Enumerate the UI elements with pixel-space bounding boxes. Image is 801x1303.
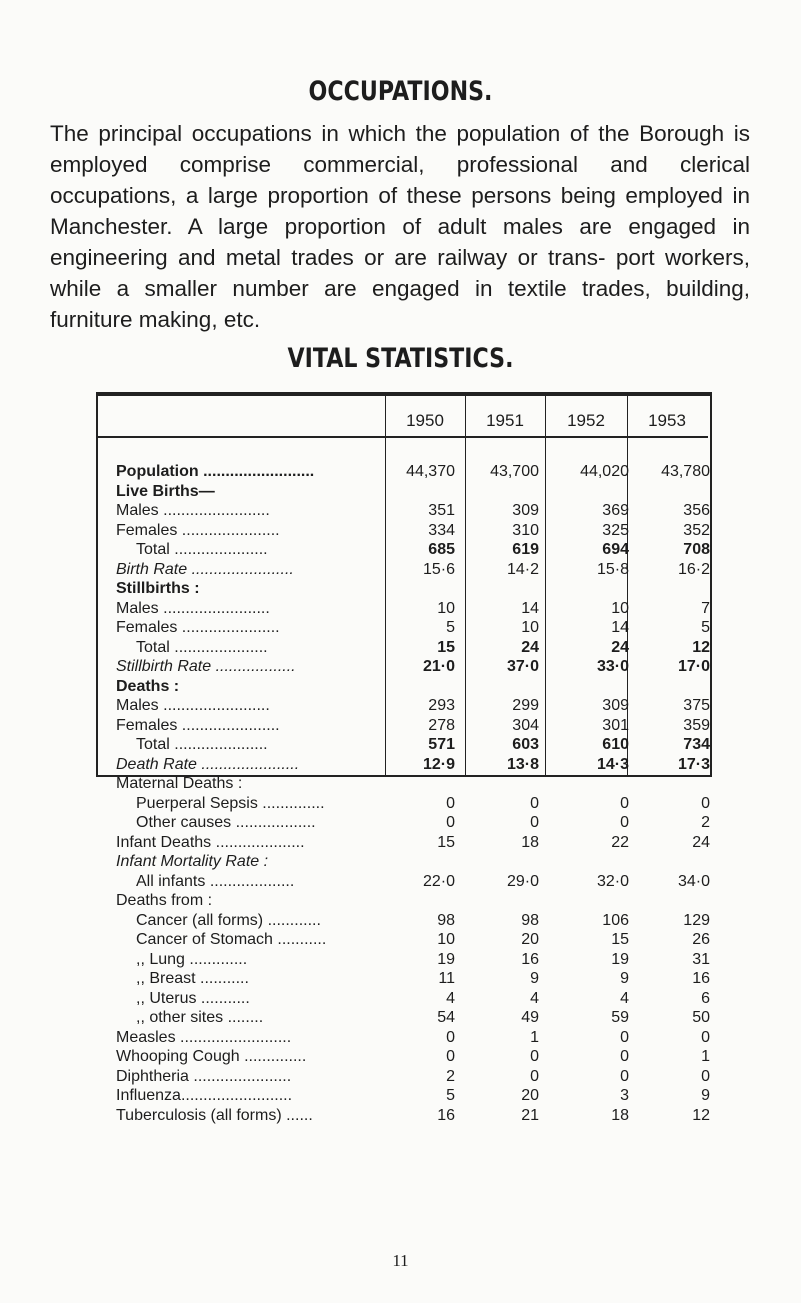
row-value: 7: [701, 599, 710, 617]
row-value: 351: [428, 502, 455, 519]
row-value: 43,700: [490, 463, 539, 480]
page-number: 11: [392, 1251, 409, 1270]
row-label: Females ......................: [116, 619, 280, 636]
row-value: 603: [512, 736, 539, 753]
row-value: 0: [701, 1028, 710, 1046]
row-value: 1: [701, 1048, 710, 1065]
column-divider: [545, 396, 546, 775]
row-value: 0: [530, 1048, 539, 1065]
row-value: 98: [437, 911, 455, 929]
row-label: Population .........................: [116, 463, 315, 480]
row-label: Infant Mortality Rate :: [116, 853, 269, 870]
row-value: 16: [521, 950, 539, 968]
row-value: 6: [701, 989, 710, 1007]
row-value: 334: [428, 521, 455, 539]
row-value: 15: [611, 931, 629, 948]
row-value: 44,020: [580, 463, 629, 480]
row-label: ,, Uterus ...........: [136, 989, 250, 1007]
row-label: ,, Lung .............: [136, 950, 248, 968]
row-value: 619: [512, 541, 539, 558]
row-label: Deaths from :: [116, 892, 213, 909]
row-value: 11: [438, 970, 455, 987]
year-header-1950: 1950: [406, 411, 444, 430]
row-value: 12·9: [422, 755, 455, 773]
row-value: 17·3: [677, 755, 710, 773]
row-value: 0: [620, 794, 629, 812]
row-value: 10: [437, 599, 455, 617]
row-value: 0: [620, 1067, 629, 1085]
row-value: 0: [701, 794, 710, 812]
row-label: Live Births—: [116, 482, 215, 500]
row-value: 685: [428, 541, 455, 558]
vital-statistics-heading: VITAL STATISTICS.: [287, 343, 514, 374]
row-label: Tuberculosis (all forms) ......: [116, 1106, 313, 1124]
row-value: 15·6: [422, 560, 455, 578]
row-value: 1: [530, 1028, 539, 1046]
row-value: 571: [428, 736, 455, 753]
row-label: Total .....................: [136, 736, 268, 753]
row-value: 293: [428, 697, 455, 714]
row-value: 0: [446, 1048, 455, 1065]
year-header-1951: 1951: [486, 411, 524, 430]
row-value: 4: [446, 989, 455, 1007]
row-value: 17·0: [677, 658, 710, 675]
row-label: Males ........................: [116, 697, 270, 714]
row-value: 734: [683, 736, 710, 753]
row-value: 4: [530, 989, 539, 1007]
row-value: 24: [611, 638, 629, 656]
row-value: 14: [611, 619, 629, 636]
row-value: 12: [692, 638, 710, 656]
row-value: 9: [530, 970, 539, 987]
row-label: Stillbirth Rate ..................: [116, 658, 296, 675]
row-label: ,, other sites ........: [136, 1009, 264, 1026]
row-value: 20: [521, 1087, 539, 1104]
row-label: Deaths :: [116, 677, 180, 695]
row-label: Other causes ..................: [136, 814, 316, 831]
row-value: 375: [683, 697, 710, 714]
row-label: Whooping Cough ..............: [116, 1048, 307, 1065]
row-label: Cancer of Stomach ...........: [136, 931, 327, 948]
row-label: Measles .........................: [116, 1028, 292, 1046]
row-value: 301: [602, 716, 629, 734]
row-value: 32·0: [596, 872, 629, 890]
row-value: 49: [521, 1009, 539, 1026]
row-value: 22·0: [422, 872, 455, 890]
column-divider: [465, 396, 466, 775]
row-label: Puerperal Sepsis ..............: [136, 794, 325, 812]
row-value: 2: [701, 814, 710, 831]
row-value: 352: [683, 521, 710, 539]
row-label: Death Rate ......................: [116, 755, 300, 773]
row-value: 14·3: [596, 755, 629, 773]
row-value: 29·0: [506, 872, 539, 890]
row-value: 31: [692, 950, 710, 968]
row-value: 278: [428, 716, 455, 734]
row-label: Maternal Deaths :: [116, 775, 243, 792]
row-value: 21: [521, 1106, 539, 1124]
row-value: 4: [620, 989, 629, 1007]
row-value: 708: [683, 541, 710, 558]
row-value: 19: [611, 950, 629, 968]
row-label: Total .....................: [136, 541, 268, 558]
row-value: 5: [701, 619, 710, 636]
row-value: 309: [512, 502, 539, 519]
row-value: 14: [521, 599, 539, 617]
row-label: Females ......................: [116, 716, 280, 734]
row-value: 50: [692, 1009, 710, 1026]
row-value: 309: [602, 697, 629, 714]
row-value: 694: [602, 541, 629, 558]
row-value: 5: [446, 619, 455, 636]
year-header-1952: 1952: [567, 411, 605, 430]
row-label: Females ......................: [116, 521, 280, 539]
row-value: 356: [683, 502, 710, 519]
row-value: 26: [692, 931, 710, 948]
row-label: Males ........................: [116, 599, 270, 617]
row-value: 0: [620, 1028, 629, 1046]
row-label: Total .....................: [136, 638, 268, 656]
row-value: 304: [512, 716, 539, 734]
row-value: 310: [512, 521, 539, 539]
row-value: 15: [437, 638, 455, 656]
row-value: 21·0: [422, 658, 455, 675]
row-value: 37·0: [506, 658, 539, 675]
row-value: 44,370: [406, 463, 455, 480]
row-label: Males ........................: [116, 502, 270, 519]
row-value: 14·2: [506, 560, 539, 578]
row-label: Cancer (all forms) ............: [136, 911, 321, 929]
row-value: 13·8: [506, 755, 539, 773]
row-value: 59: [611, 1009, 629, 1026]
row-value: 9: [701, 1087, 710, 1104]
row-value: 0: [446, 814, 455, 831]
row-value: 43,780: [661, 463, 710, 480]
row-label: ,, Breast ...........: [136, 970, 249, 987]
row-value: 0: [530, 794, 539, 812]
row-value: 369: [602, 502, 629, 519]
row-value: 0: [446, 1028, 455, 1046]
row-value: 3: [620, 1087, 629, 1104]
row-value: 106: [602, 911, 629, 929]
occupations-paragraph: The principal occupations in which the population of the Borough is employed comprise commercial, professional and clerical occupations, a large proportion of these persons being employed in Manchester. A large proportion of adult males are engaged in engineering and metal trades or are railway or trans- port workers, while a smaller number are engaged in textile trades, building, furniture making, etc.: [50, 121, 750, 332]
row-value: 16·2: [677, 560, 710, 578]
row-value: 15: [437, 833, 455, 851]
row-value: 0: [530, 1067, 539, 1085]
row-value: 325: [602, 521, 629, 539]
row-value: 0: [701, 1067, 710, 1085]
row-value: 10: [521, 619, 539, 636]
header-rule: [96, 436, 708, 438]
row-value: 33·0: [596, 658, 629, 675]
row-label: Influenza.........................: [116, 1087, 293, 1104]
row-value: 15·8: [596, 560, 629, 578]
row-value: 34·0: [677, 872, 710, 890]
row-label: All infants ...................: [136, 872, 295, 890]
row-value: 16: [692, 970, 710, 987]
row-value: 10: [611, 599, 629, 617]
row-value: 10: [437, 931, 455, 948]
row-value: 0: [446, 794, 455, 812]
row-value: 12: [692, 1106, 710, 1124]
row-value: 20: [521, 931, 539, 948]
row-value: 359: [683, 716, 710, 734]
row-value: 9: [620, 970, 629, 987]
row-value: 19: [437, 950, 455, 968]
column-divider: [385, 396, 386, 775]
row-value: 98: [521, 911, 539, 929]
row-value: 299: [512, 697, 539, 714]
year-header-1953: 1953: [648, 411, 686, 430]
row-label: Stillbirths :: [116, 580, 200, 597]
row-label: Birth Rate .......................: [116, 560, 294, 578]
row-value: 0: [620, 814, 629, 831]
row-value: 18: [611, 1106, 629, 1124]
row-label: Diphtheria ......................: [116, 1067, 292, 1085]
row-value: 0: [530, 814, 539, 831]
row-value: 2: [446, 1067, 455, 1085]
row-value: 129: [683, 911, 710, 929]
row-value: 18: [521, 833, 539, 851]
row-value: 610: [602, 736, 629, 753]
row-label: Infant Deaths ....................: [116, 833, 305, 851]
occupations-heading: OCCUPATIONS.: [308, 76, 493, 107]
row-value: 0: [620, 1048, 629, 1065]
row-value: 24: [521, 638, 539, 656]
row-value: 24: [692, 833, 710, 851]
row-value: 5: [446, 1087, 455, 1104]
row-value: 16: [437, 1106, 455, 1124]
row-value: 54: [437, 1009, 455, 1026]
row-value: 22: [611, 833, 629, 851]
